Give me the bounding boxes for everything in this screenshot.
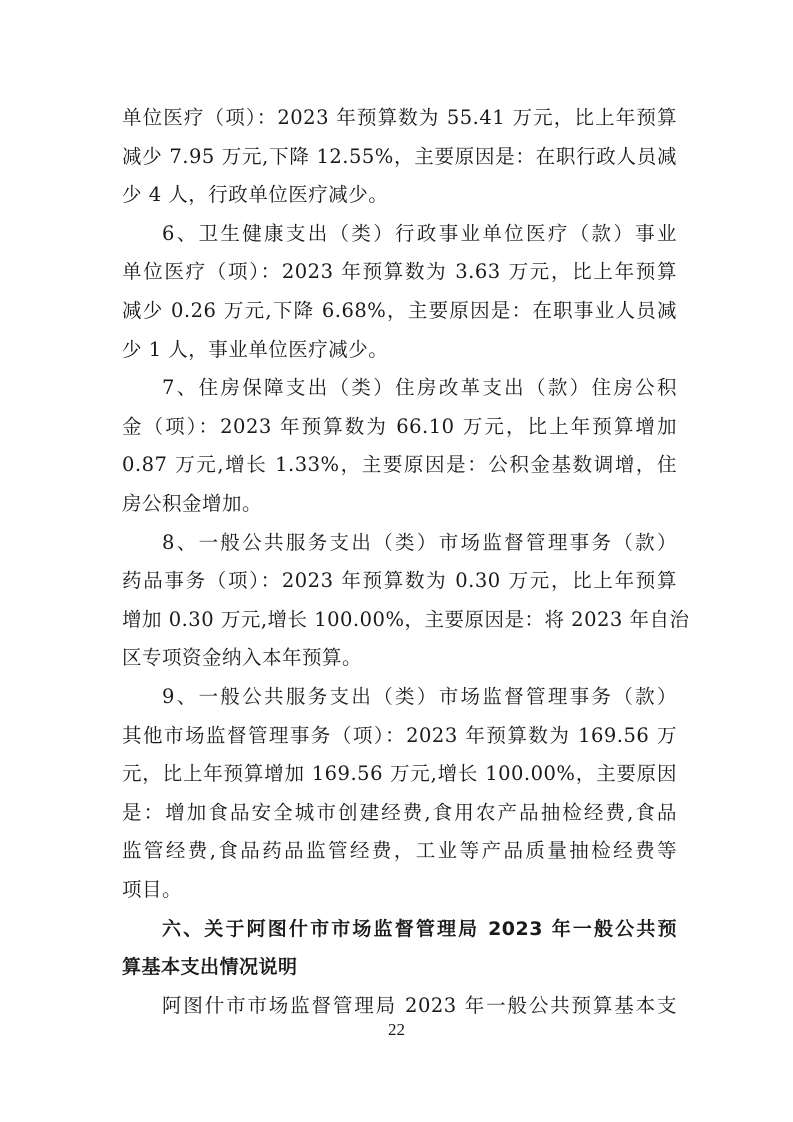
paragraph-start-line: 7、住房保障支出（类）住房改革支出（款）住房公积 — [162, 376, 677, 400]
paragraph-start-line: 8、一般公共服务支出（类）市场监督管理事务（款） — [162, 530, 677, 554]
section-heading-line: 六、关于阿图什市市场监督管理局 2023 年一般公共预 — [162, 917, 677, 940]
text-line: 监管经费,食品药品监管经费，工业等产品质量抽检经费等 — [122, 839, 677, 863]
page-number: 22 — [388, 1020, 405, 1039]
text-line: 0.87 万元,增长 1.33%，主要原因是：公积金基数调增，住 — [122, 453, 677, 477]
text-line: 少 1 人，事业单位医疗减少。 — [122, 337, 389, 361]
text-line: 少 4 人，行政单位医疗减少。 — [122, 183, 389, 207]
paragraph-start-line: 阿图什市市场监督管理局 2023 年一般公共预算基本支 — [162, 993, 677, 1017]
paragraph-start-line: 6、卫生健康支出（类）行政事业单位医疗（款）事业 — [162, 221, 677, 245]
text-line: 房公积金增加。 — [122, 492, 263, 515]
text-line: 其他市场监督管理事务（项）：2023 年预算数为 169.56 万 — [122, 723, 677, 747]
text-line: 单位医疗（项）：2023 年预算数为 55.41 万元，比上年预算 — [122, 106, 677, 129]
text-line: 药品事务（项）：2023 年预算数为 0.30 万元，比上年预算 — [122, 569, 677, 593]
text-line: 区专项资金纳入本年预算。 — [122, 646, 363, 670]
paragraph-start-line: 9、一般公共服务支出（类）市场监督管理事务（款） — [162, 685, 677, 708]
text-line: 单位医疗（项）：2023 年预算数为 3.63 万元，比上年预算 — [122, 260, 677, 284]
text-line: 金（项）：2023 年预算数为 66.10 万元，比上年预算增加 — [122, 414, 677, 438]
text-line: 增加 0.30 万元,增长 100.00%，主要原因是：将 2023 年自治 — [122, 607, 690, 631]
section-heading-line: 算基本支出情况说明 — [122, 956, 298, 979]
text-line: 项目。 — [122, 878, 183, 901]
text-line: 减少 7.95 万元,下降 12.55%，主要原因是：在职行政人员减 — [122, 144, 677, 168]
text-line: 是：增加食品安全城市创建经费,食用农产品抽检经费,食品 — [122, 800, 677, 824]
text-line: 元，比上年预算增加 169.56 万元,增长 100.00%，主要原因 — [122, 762, 677, 786]
text-line: 减少 0.26 万元,下降 6.68%，主要原因是：在职事业人员减 — [122, 299, 677, 322]
